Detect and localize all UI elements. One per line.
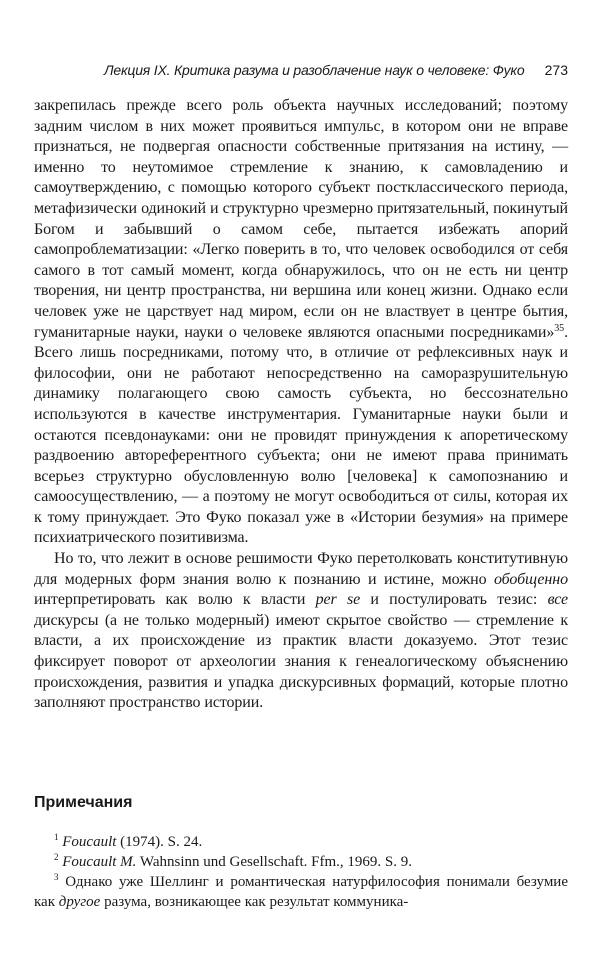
paragraph-2-text-b: интерпретировать как волю к власти [34,591,316,609]
notes-heading: Примечания [34,794,133,811]
note-2-text: Wahnsinn und Gesellschaft. Ffm., 1969. S. 9. [136,854,412,870]
emphasis-per-se: per se [315,591,361,609]
paragraph-1-text-b: . Всего лишь посредниками, потому что, в отличие от рефлексивных наук и философии, они не работают непосредственно на саморазрушительную динамику полагающего свою самость субъекта, но бессознательно используются в качестве инструментария. Гуманитарные науки были и остаются псевдонауками: они не провидят принуждения к апоретическому раздвоению автореферентного субъекта; они не имеют права принимать всерьез структурно обусловленную волю [человека] к самопознанию и самоосуществлению, — а поэтому не могут освободиться от силы, которая их к тому принуждает. Это Фуко показал уже в «Истории безумия» на примере психиатрического позитивизма. [34,323,568,547]
running-head [36,62,568,78]
note-2-mark: 2 [54,852,59,862]
notes-list [34,832,568,912]
chapter-title: Лекция IX. Критика разума и разоблачение наук о человеке: Фуко [104,62,525,78]
main-text [34,96,568,714]
emphasis-vse: все [547,591,568,609]
note-3-mark: 3 [54,872,59,882]
emphasis-obobshchenno: обобщенно [493,570,568,588]
paragraph-2-text-d: дискурсы (а не только модерный) имеют скрытое свойство — стремление к власти, а их происхождение из практик власти доказуемо. Этот тезис фиксирует поворот от археологии знания к генеалогическому объяснению происхождения, развития и упадка дискурсивных формаций, которые плотно заполняют пространство истории. [34,611,568,712]
note-3-text-a: Однако уже Шеллинг и романтическая натурфилософия понимали безумие как [34,874,568,910]
note-3 [34,872,568,912]
paragraph-1-text-a: закрепилась прежде всего роль объекта научных исследований; поэтому задним числом в них может проявиться импульс, в котором они не вправе признаться, не подвергая опасности собственные притязания на истину, — именно то неутомимое стремление к знанию, к самовладению и самоутверждению, с помощью которого субъект постклассического периода, метафизически одинокий и структурно чрезмерно притязательный, покинутый Богом и забывший о самом себе, пытается избежать апорий самопроблематизации: «Легко поверить в то, что человек освободился от себя самого в тот самый момент, когда обнаружилось, что он не есть ни центр творения, ни центр пространства, ни вершина или конец жизни. Однако если человек уже не царствует над миром, если он не властвует в центре бытия, гуманитарные науки, науки о человеке являются опасными посредниками» [34,97,568,341]
paragraph-2-text-a: Но то, что лежит в основе решимости Фуко перетолковать конститутивную для модерных форм знания волю к познанию и истине, можно [34,550,568,588]
paragraph-1 [34,96,568,549]
paragraph-2-text-c: и постулировать тезис: [360,591,548,609]
note-3-text-b: разума, возникающее как результат коммуника- [100,894,409,910]
paragraph-2 [34,549,568,714]
note-3-emphasis: другое [58,894,101,910]
footnote-ref-35: 35 [554,322,565,334]
note-1-mark: 1 [54,832,59,842]
note-1 [34,832,568,852]
note-2-author: Foucault M. [62,854,137,870]
note-1-author: Foucault [62,834,117,850]
page-number: 273 [544,62,568,78]
note-1-text: (1974). S. 24. [116,834,203,850]
note-2 [34,852,568,872]
